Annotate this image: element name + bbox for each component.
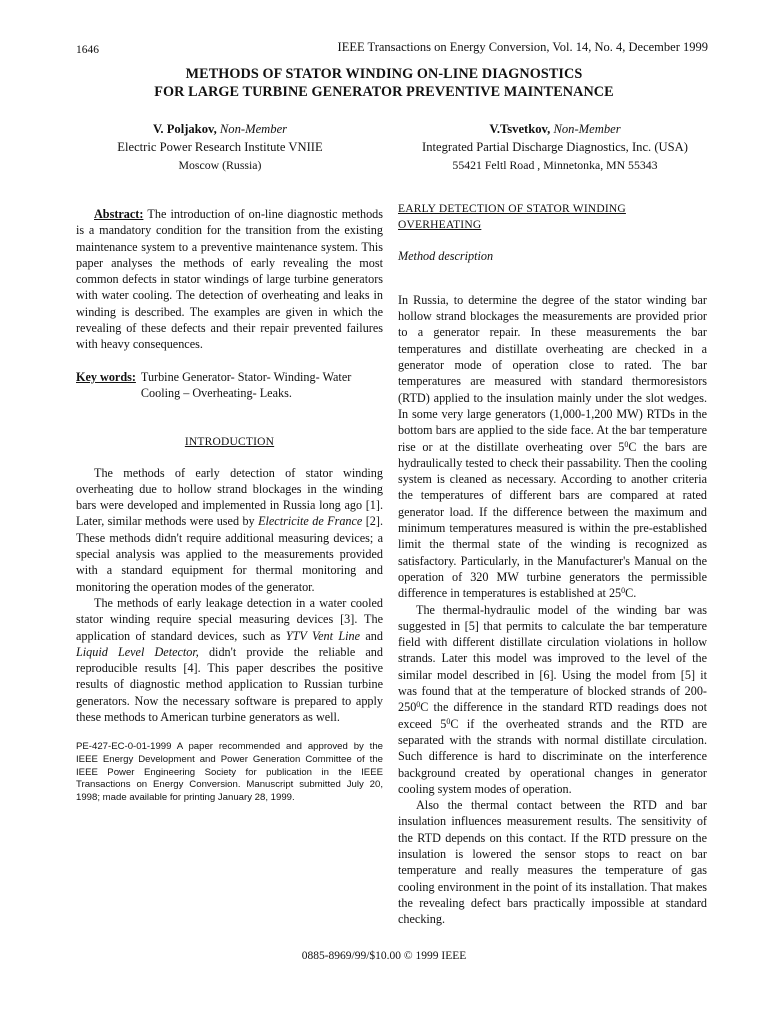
issn-footer: 0885-8969/99/$10.00 © 1999 IEEE: [301, 950, 467, 962]
keywords-text: Turbine Generator- Stator- Winding- Water Cooling – Overheating- Leaks.: [140, 369, 352, 400]
page-number: 1646: [76, 44, 99, 56]
title-line-1: METHODS OF STATOR WINDING ON-LINE DIAGNOSTICS: [185, 66, 583, 82]
author-affiliation: Electric Power Research Institute VNIIE: [117, 140, 323, 154]
introduction-heading: INTRODUCTION: [184, 436, 275, 449]
intro-paragraph-1: [76, 465, 383, 595]
right-column: [398, 201, 707, 927]
text-run: In Russia, to determine the degree of the stator winding bar hollow strand blockages the measurements are provided prior to a generator repair. In these measurements the bar temperatures and distillate overheating are checked in a generator mode of operation close to rated. The bar temperatures are measured with standard thermoresistors (RTD) applied to the insulation mainly under the slot wedges. In some very large generators (1,000-1,200 MW) RTDs in the bottom bars are applied to the side face. At the bar temperature rise or at the distillate overheating over 5: [398, 292, 707, 454]
superscript: 0: [621, 586, 626, 596]
superscript: 0: [446, 716, 451, 726]
text-run: The thermal-hydraulic model of the winding bar was suggested in [5] that permits to calculate the bar temperature field with different distillate circulation violations in hollow strands. Later this model was improved to the level of the similar model described in [6]. Using the model from [5] it was found that at the temperature of blocked strands of 200-250: [398, 602, 707, 715]
keywords: [76, 369, 383, 402]
author-name-row: [70, 120, 370, 138]
text-run: The methods of early detection of stator winding overheating due to hollow strand blockages in the winding bars were developed and implemented in Russia long ago [1]. Later, similar methods were used by: [76, 465, 383, 529]
abstract-text: The introduction of on-line diagnostic methods is a mandatory condition for the transition from the existing maintenance system to a preventive maintenance system. This paper analyses the methods of early revealing the most common defects in stator windings of large turbine generators with water cooling. The detection of overheating and leaks in winding is described. The examples are given in which the revealing of these defects and their repair prevented failures with heavy consequences.: [76, 207, 383, 352]
keywords-label: Key words:: [76, 369, 136, 384]
italic-run: YTV Vent Line: [285, 628, 361, 643]
left-column: [76, 206, 383, 804]
section-heading: EARLY DETECTION OF STATOR WINDING OVERHEATING: [398, 203, 626, 232]
text-run: C if the overheated strands and the RTD are separated with the strands with normal distillate circulation. Such difference is hard to discriminate on the interference background created by operational changes in generator cooling system modes of operation.: [398, 716, 708, 796]
abstract: [76, 206, 383, 353]
author-affiliation: Integrated Partial Discharge Diagnostics, Inc. (USA): [422, 140, 688, 154]
journal-header: IEEE Transactions on Energy Conversion, Vol. 14, No. 4, December 1999: [337, 40, 708, 54]
italic-run: Electricite de France: [258, 514, 363, 529]
superscript: 0: [624, 439, 629, 449]
text-run: C the difference in the standard RTD readings does not exceed 5: [398, 700, 707, 731]
text-run: C.: [625, 586, 637, 601]
text-run: The methods of early leakage detection in a water cooled stator winding require special measuring devices [3]. The application of standard devices, such as: [76, 595, 383, 643]
author-name: V.Tsvetkov,: [489, 122, 551, 136]
method-paragraph-3: Also the thermal contact between the RTD and bar insulation influences measurement results. The sensitivity of the RTD depends on this contact. If the RTD pressure on the insulation is lowered the sensor stops to react on bar temperature and really measures the temperature of gas cooling environment in the point of its installation. That makes the revealing defect bars practically impossible at standard checking.: [398, 798, 707, 927]
author-location: Moscow (Russia): [178, 158, 262, 172]
author-name-row: [395, 120, 715, 138]
author-role: Non-Member: [219, 122, 288, 136]
author-location: 55421 Feltl Road , Minnetonka, MN 55343: [452, 158, 658, 172]
subsection-heading: Method description: [398, 248, 494, 263]
author-name: V. Poljakov,: [152, 122, 217, 136]
author-block-right: [395, 120, 715, 174]
method-paragraph-2: [398, 602, 707, 798]
text-run: C the bars are hydraulically tested to check their passability. Then the cooling system is cleaned as necessary. According to another criteria the temperatures of different bars are compared at rated generator load. If the difference between the maximum and minimum temperatures measured is within the pre-established limit the thermal state of the winding is recognized as satisfactory. Particularly, in the Manufacturer's Manual on the operation of 320 MW turbine generators the permissible difference in temperatures is established at 25: [398, 439, 707, 601]
italic-run: Liquid Level Detector,: [76, 644, 199, 659]
text-run: and: [360, 628, 383, 643]
text-run: didn't provide the reliable and reproducible results [4]. This paper describes the positive results of diagnostic method application to Russian turbine generators. Now the necessary software is prepared to apply these methods to American turbine generators as well.: [76, 644, 383, 725]
abstract-label: Abstract:: [94, 207, 144, 221]
author-role: Non-Member: [553, 122, 621, 136]
intro-paragraph-2: [76, 595, 383, 725]
method-paragraph-1: [398, 292, 707, 602]
footnote: PE-427-EC-0-01-1999 A paper recommended and approved by the IEEE Energy Development and Power Generation Committee of the IEEE Power Engineering Society for publication in the IEEE Transactions on Energy Conversion. Manuscript submitted July 20, 1998; made available for printing January 28, 1999.: [76, 741, 383, 803]
title-line-2: FOR LARGE TURBINE GENERATOR PREVENTIVE MAINTENANCE: [154, 84, 614, 100]
superscript: 0: [416, 700, 421, 710]
text-run: [2]. These methods didn't require additional measuring devices; a special analysis was applied to the measurements provided with a standard equipment for thermal monitoring and monitoring the operation modes of the generator.: [76, 514, 383, 594]
author-block-left: [70, 120, 370, 174]
